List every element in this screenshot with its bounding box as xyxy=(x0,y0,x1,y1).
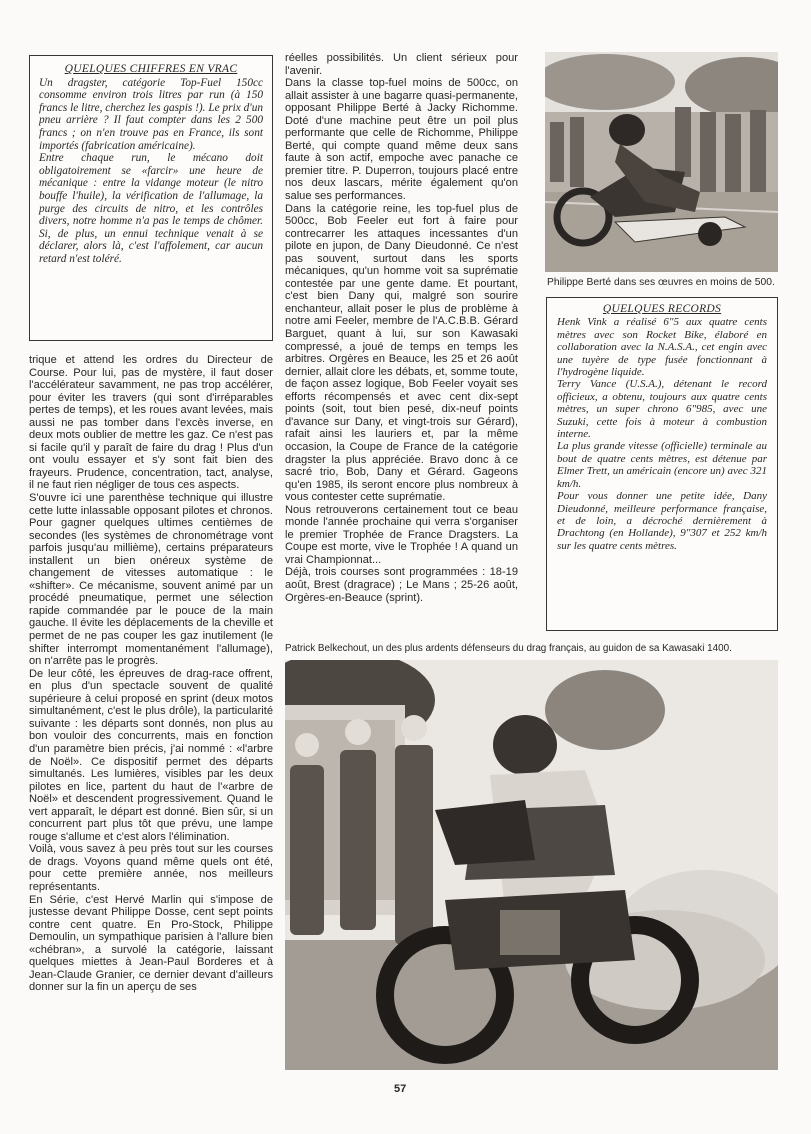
box-title-records: QUELQUES RECORDS xyxy=(602,303,722,315)
sidebar-box-chiffres xyxy=(29,55,273,341)
box-paragraph: La plus grande vitesse (officielle) terminale au bout de quatre cents mètres, est détenue par Elmer Trett, un américain (encore un) avec 321 km/h. xyxy=(557,440,767,490)
paragraph: trique et attend les ordres du Directeur de Course. Pour lui, pas de mystère, il faut doser l'accélérateur savamment, ne pas trop accélérer, pour éviter les travers (qui sont d'irréparables pertes de temps), et les roues avant levées, mais aussi ne pas tomber dans l'excès inverse, en deux mots oublier de mettre les gaz. Ce n'est pas si facile qu'il y paraît de faire du drag ! Plus d'un ont voulu essayer et s'y sont fait bien des frayeurs. Prudence, concentration, tact, analyse, il ne faut rien négliger de tous ces aspects. xyxy=(29,354,273,492)
page-number: 57 xyxy=(394,1083,407,1095)
photo-kawasaki-belkechout xyxy=(285,660,778,1070)
paragraph: Voilà, vous savez à peu près tout sur les courses de drags. Voyons quand même quels ont été, pour cette première année, nos meilleurs représentants. xyxy=(29,843,273,893)
box-title-chiffres: QUELQUES CHIFFRES EN VRAC xyxy=(64,63,238,75)
caption-top-photo: Philippe Berté dans ses œuvres en moins de 500. xyxy=(547,277,775,288)
sidebar-box-records xyxy=(546,297,778,631)
photo-dragster-berte xyxy=(545,52,778,272)
box-paragraph: Henk Vink a réalisé 6"5 aux quatre cents mètres avec son Rocket Bike, élaboré en collaboration avec la N.A.S.A., cet engin avec une tuyère de type fusée fonctionnant à l'hydrogène liquide. xyxy=(557,316,767,379)
box-paragraph: Entre chaque run, le mécano doit obligatoirement se «farcir» une heure de mécanique : entre la vidange moteur (le nitro bouffe l'huile), la vérification de l'allumage, la purge des circuits de nitro, et les contrôles divers, notre homme n'a pas le temps de chômer. Si, de plus, un ennui technique venait à se déclarer, alors là, c'est l'affolement, car aucun retard n'est toléré. xyxy=(39,152,263,265)
paragraph: réelles possibilités. Un client sérieux pour l'avenir. xyxy=(285,52,518,77)
article-column-2 xyxy=(285,52,518,636)
paragraph: Dans la catégorie reine, les top-fuel plus de 500cc, Bob Feeler eut fort à faire pour contrecarrer les attaques incessantes d'un pilote en jupon, de Dany Dieudonné. Ce n'est pas souvent, surtout dans les sports mécaniques, qu'un homme voit sa suprématie contestée par une gente dame. Et pourtant, c'est bien Dany qui, malgré son sourire enchanteur, allait poser le plus de problème à notre ami Feeler, membre de l'A.C.B.B. Gérard Barguet, quant à lui, sur son Kawasaki compressé, a joué de temps en temps les arbitres. Orgères en Beauce, les 25 et 26 août dernier, allait clore les débats, et, somme toute, de façon assez logique, Bob Feeler voyait ses efforts récompensés et avec cent dix-sept points (soit, tout bien pesé, dix-neuf points d'avance sur Dany, et vingt-trois sur Gérard), rafait ainsi les lauriers et, par la même occasion, la Coupe de France de la catégorie dragster la plus appréciée. Bravo donc à ce sacré trio, Bob, Dany et Gérard. Gageons qu'en 1985, ils seront encore plus nombreux à vous contester cette suprématie. xyxy=(285,202,518,504)
paragraph: S'ouvre ici une parenthèse technique qui illustre cette lutte inlassable opposant pilotes et chronos. Pour gagner quelques ultimes centièmes de secondes (les systèmes de chronométrage vont parfois jusqu'au millième), certains préparateurs installent un bien onéreux système de changement de vitesses automatique : le «shifter». Ce mécanisme, souvent animé par un procédé pneumatique, permet une sélection rapide commandée par le pouce de la main gauche. Il évite les déplacements de la cheville et permet de ne pas couper les gaz inutilement (le shifter interrompt momentanément l'allumage), on n'arrête pas le progrès. xyxy=(29,492,273,668)
article-column-1 xyxy=(29,354,273,1074)
paragraph: Dans la classe top-fuel moins de 500cc, on allait assister à une bagarre quasi-permanente, opposant Philippe Berté à Jacky Richomme. Doté d'une machine peut être un poil plus performante que celle de Richomme, Philippe Berté, qui compte quand même deux sans faute à son actif, empoche avec panache ce premier titre. P. Duperron, toujours placé entre nos deux lascars, mérite également qu'on salue ses performances. xyxy=(285,77,518,203)
box-paragraph: Pour vous donner une petite idée, Dany Dieudonné, meilleure performance française, et de loin, a décroché dernièrement à Drachtong (en Hollande), 9"307 et 252 km/h sur les quatre cents mètres. xyxy=(557,490,767,552)
box-paragraph: Un dragster, catégorie Top-Fuel 150cc consomme environ trois litres par run (à 150 francs le litre, cherchez les gaspis !). Le prix d'un pneu arrière ? Il faut compter dans les 2 500 francs ; on n'en trouve pas en France, ils sont importés (fabrication américaine). xyxy=(39,76,263,152)
paragraph: Nous retrouverons certainement tout ce beau monde l'année prochaine qui verra s'organiser le premier Trophée de France Dragsters. La Coupe est morte, vive le Trophée ! A quand un vrai Championnat... xyxy=(285,503,518,566)
paragraph: En Série, c'est Hervé Marlin qui s'impose de justesse devant Philippe Dosse, cent sept points contre cent quatre. En Pro-Stock, Philippe Demoulin, un sympathique parisien à l'allure bien «chébran», a survolé la catégorie, laissant quelques miettes à Jean-Paul Borderes et à Jean-Claude Granier, ce dernier devant d'ailleurs donner sur la fin un aperçu de ses xyxy=(29,893,273,994)
paragraph: Déjà, trois courses sont programmées : 18-19 août, Brest (dragrace) ; Le Mans ; 25-26 août, Orgères-en-Beauce (sprint). xyxy=(285,566,518,604)
box-paragraph: Terry Vance (U.S.A.), détenant le record officieux, a obtenu, toujours aux quatre cents mètres, un super chrono 6"985, avec une Suzuki, cette fois à moteur à combustion interne. xyxy=(557,378,767,441)
caption-bottom-photo: Patrick Belkechout, un des plus ardents défenseurs du drag français, au guidon de sa Kawasaki 1400. xyxy=(285,643,732,654)
paragraph: De leur côté, les épreuves de drag-race offrent, en plus d'un spectacle souvent de qualité supérieure à celui proposé en sprint (deux motos simultanément, c'est le plus drôle), la particularité suivante : les départs sont donnés, non plus au bon vouloir des concurrents, mais en fonction d'un paramètre bien précis, j'ai nommé : «l'arbre de Noël». Ce dispositif permet des départs simultanés. Les lumières, visibles par les deux pilotes en lice, partent du haut de l'«arbre de Noël» et descendent progressivement. Quand le vert apparaît, le départ est donné. Bien sûr, si un concurrent part plus tôt que prévu, une lampe rouge s'allume et c'est alors l'élimination. xyxy=(29,667,273,843)
